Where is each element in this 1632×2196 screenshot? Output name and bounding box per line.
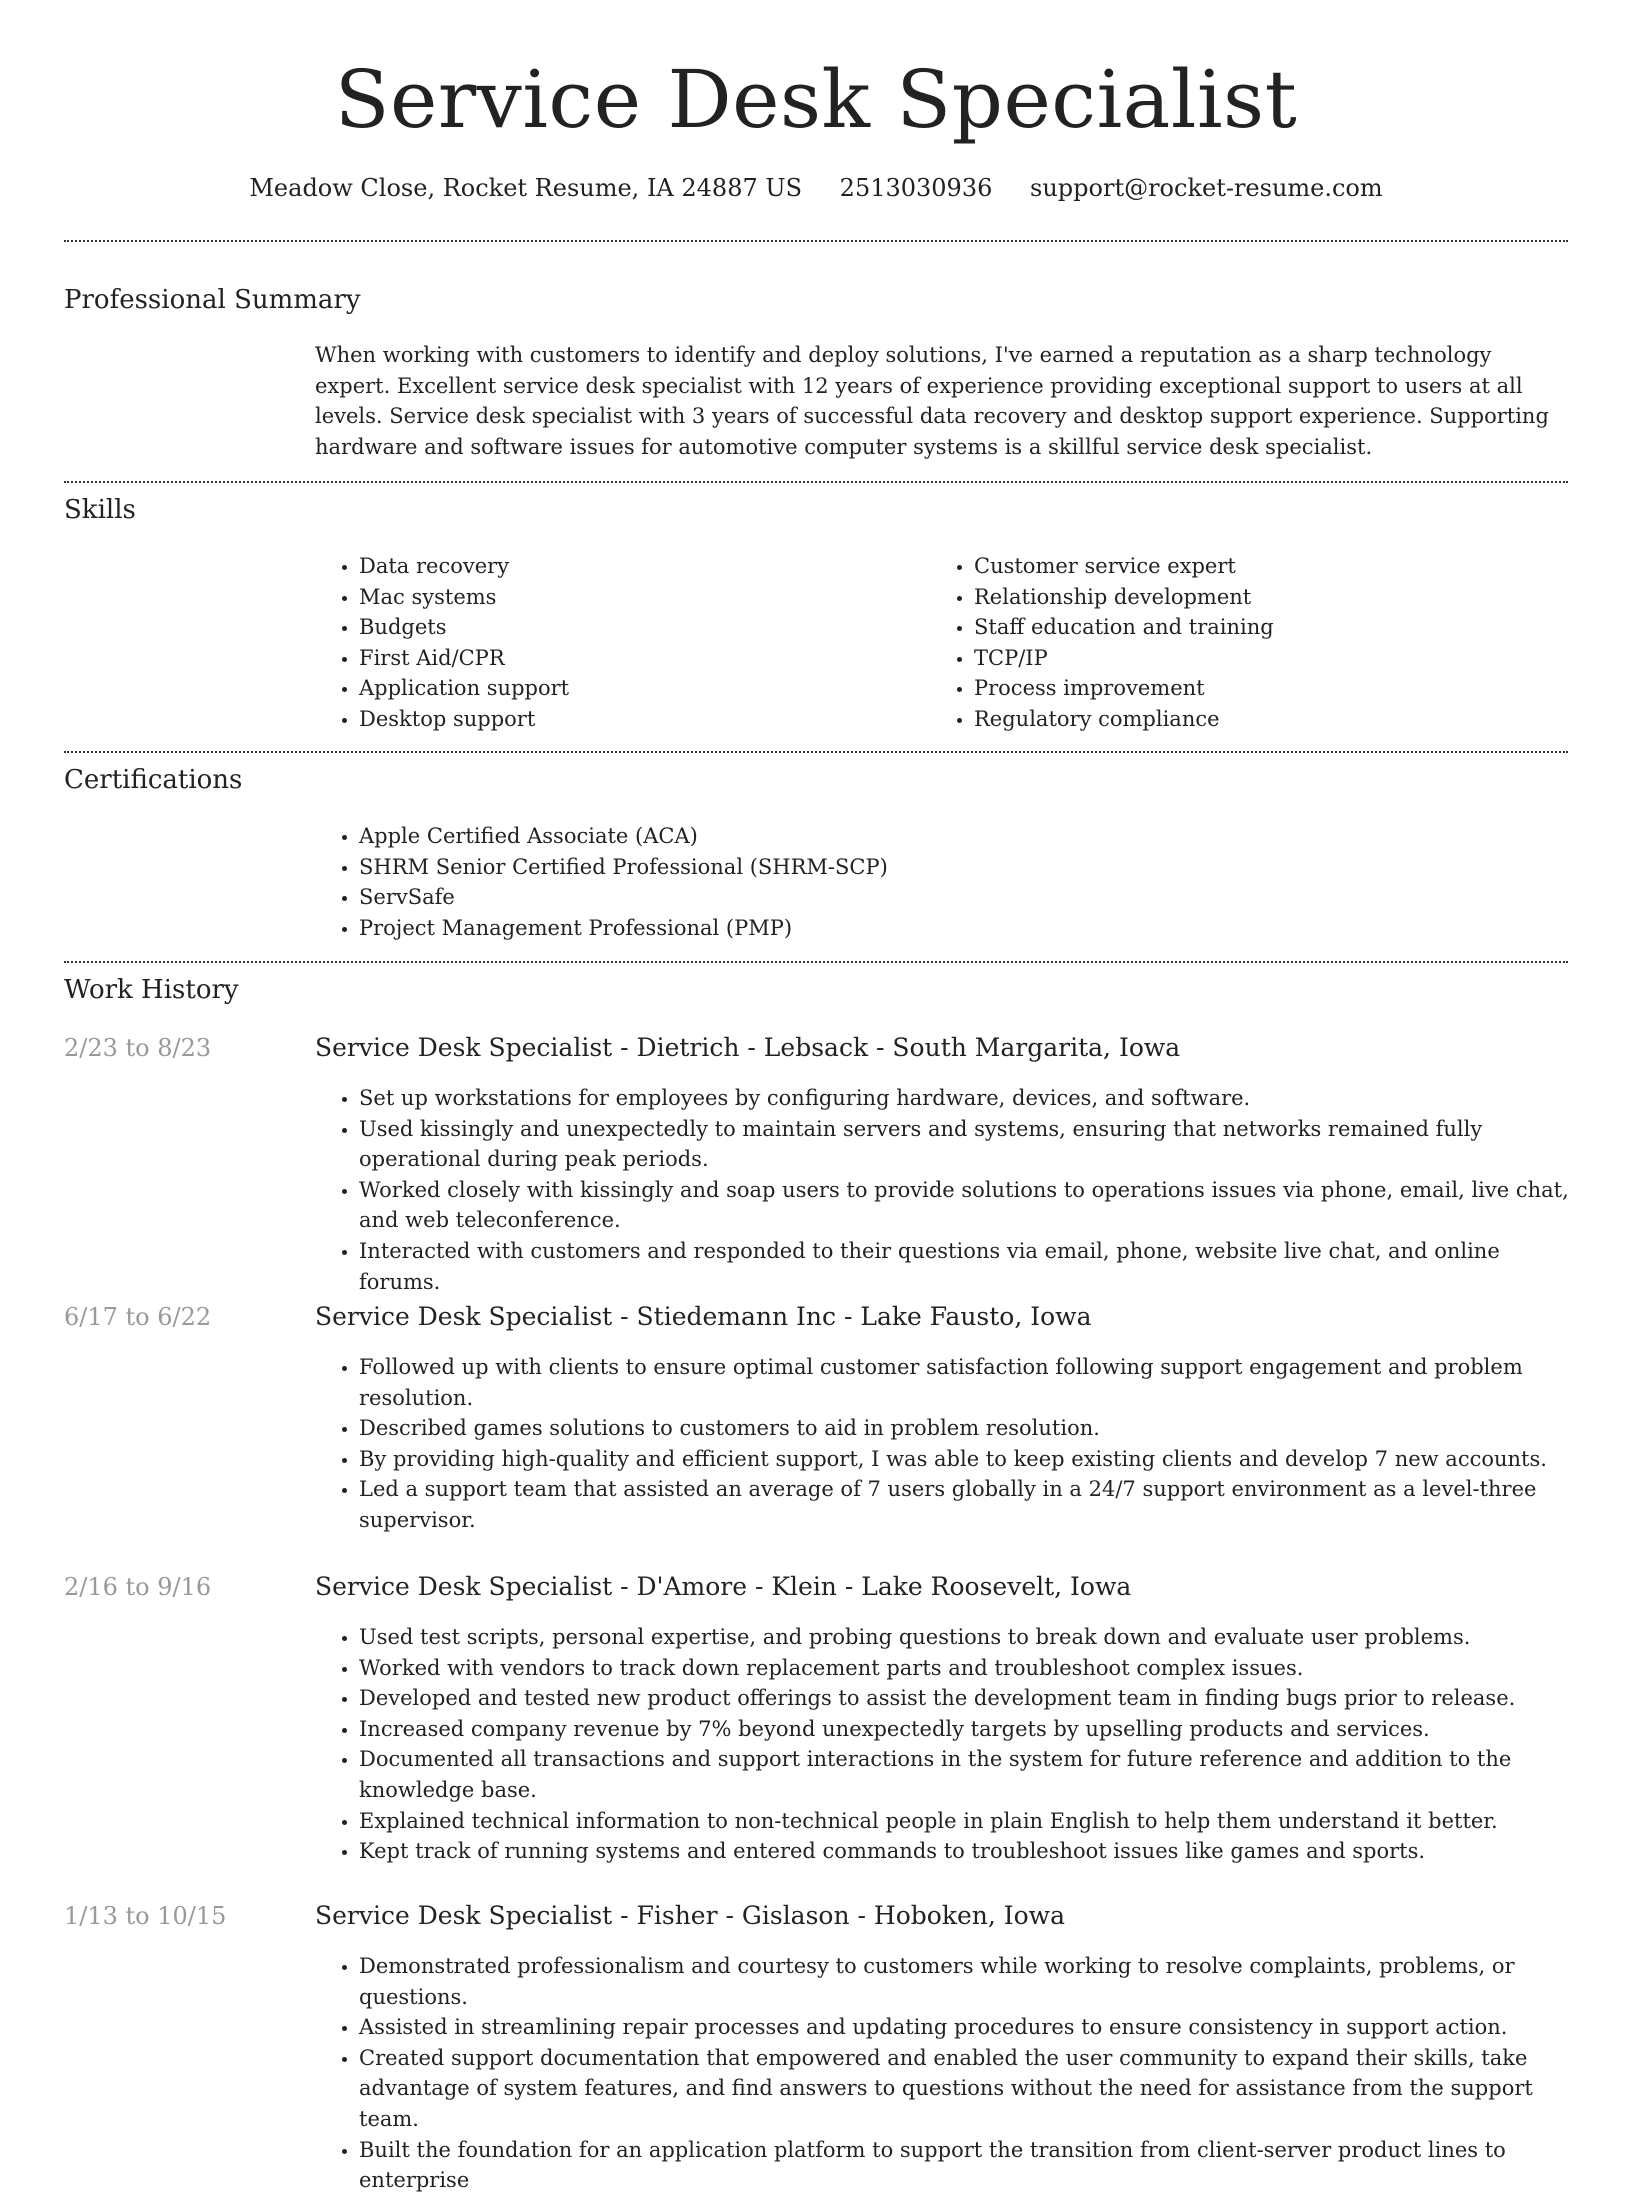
certification-item: • Project Management Professional (PMP) (359, 913, 1569, 944)
job-bullet: • Developed and tested new product offerings to assist the development team in finding bugs prior to release. (359, 1683, 1569, 1714)
job-bullet: • Set up workstations for employees by configuring hardware, devices, and software. (359, 1083, 1569, 1114)
skill-item: • Mac systems (359, 582, 919, 613)
skill-item: • Staff education and training (974, 612, 1574, 643)
certifications-section-title: Certifications (64, 765, 243, 795)
section-divider (64, 961, 1568, 963)
certifications-list (315, 821, 1569, 943)
job-bullet: • Described games solutions to customers to aid in problem resolution. (359, 1413, 1569, 1444)
job-bullet: • Used test scripts, personal expertise, and probing questions to break down and evaluate user problems. (359, 1622, 1569, 1653)
certification-item: • SHRM Senior Certified Professional (SHRM-SCP) (359, 852, 1569, 883)
summary-text: When working with customers to identify and deploy solutions, I've earned a reputation as a sharp technology expert. Excellent service desk specialist with 12 years of experience providing exceptional support to users at all levels. Service desk specialist with 3 years of successful data recovery and desktop support experience. Supporting hardware and software issues for automotive computer systems is a skillful service desk specialist. (315, 343, 1549, 459)
skill-item: • First Aid/CPR (359, 643, 919, 674)
skill-item: • Application support (359, 673, 919, 704)
contact-phone: 2513030936 (839, 174, 993, 202)
skill-item: • Desktop support (359, 704, 919, 735)
skill-item: • Data recovery (359, 551, 919, 582)
job-bullets (315, 1083, 1569, 1297)
section-divider (64, 481, 1568, 483)
job-dates: 2/23 to 8/23 (64, 1034, 212, 1062)
work-history-section-title: Work History (64, 975, 239, 1005)
summary-section-title: Professional Summary (64, 285, 361, 315)
contact-address: Meadow Close, Rocket Resume, IA 24887 US (249, 174, 803, 202)
job-dates: 1/13 to 10/15 (64, 1902, 227, 1930)
job-bullet: • Explained technical information to non-technical people in plain English to help them understand it better. (359, 1806, 1569, 1837)
resume-name-heading: Service Desk Specialist (334, 53, 1298, 146)
job-bullet: • Demonstrated professionalism and courtesy to customers while working to resolve complaints, problems, or questions. (359, 1951, 1569, 2012)
job-bullet: • Built the foundation for an application platform to support the transition from client-server product lines to enterprise (359, 2135, 1569, 2196)
contact-email[interactable]: support@rocket-resume.com (1030, 174, 1383, 202)
job-bullet: • Kept track of running systems and entered commands to troubleshoot issues like games and sports. (359, 1836, 1569, 1867)
certification-item: • Apple Certified Associate (ACA) (359, 821, 1569, 852)
job-bullet: • Assisted in streamlining repair processes and updating procedures to ensure consistency in support action. (359, 2012, 1569, 2043)
skills-section-title: Skills (64, 495, 136, 525)
job-bullet: • By providing high-quality and efficient support, I was able to keep existing clients and develop 7 new accounts. (359, 1444, 1569, 1475)
job-title: Service Desk Specialist - Fisher - Gislason - Hoboken, Iowa (315, 1901, 1065, 1930)
skill-item: • TCP/IP (974, 643, 1574, 674)
job-bullet: • Interacted with customers and responded to their questions via email, phone, website live chat, and online forums. (359, 1236, 1569, 1297)
job-title: Service Desk Specialist - Stiedemann Inc - Lake Fausto, Iowa (315, 1302, 1092, 1331)
job-bullet: • Led a support team that assisted an average of 7 users globally in a 24/7 support environment as a level-three supervisor. (359, 1474, 1569, 1535)
section-divider (64, 751, 1568, 753)
skill-item: • Regulatory compliance (974, 704, 1574, 735)
skill-item: • Relationship development (974, 582, 1574, 613)
job-bullet: • Increased company revenue by 7% beyond unexpectedly targets by upselling products and services. (359, 1714, 1569, 1745)
contact-line (0, 172, 1632, 204)
job-bullet: • Documented all transactions and support interactions in the system for future reference and addition to the knowledge base. (359, 1744, 1569, 1805)
job-bullet: • Worked closely with kissingly and soap users to provide solutions to operations issues via phone, email, live chat, and web teleconference. (359, 1175, 1569, 1236)
skills-list-left (315, 551, 919, 735)
job-bullet: • Created support documentation that empowered and enabled the user community to expand their skills, take advantage of system features, and find answers to questions without the need for assistance from the support team. (359, 2043, 1569, 2135)
skill-item: • Process improvement (974, 673, 1574, 704)
job-title: Service Desk Specialist - D'Amore - Klein - Lake Roosevelt, Iowa (315, 1572, 1132, 1601)
skill-item: • Budgets (359, 612, 919, 643)
job-bullets (315, 1352, 1569, 1536)
certification-item: • ServSafe (359, 882, 1569, 913)
job-bullets (315, 1622, 1569, 1867)
section-divider (64, 240, 1568, 242)
skills-list-right (930, 551, 1574, 735)
job-title: Service Desk Specialist - Dietrich - Lebsack - South Margarita, Iowa (315, 1033, 1181, 1062)
job-bullet: • Used kissingly and unexpectedly to maintain servers and systems, ensuring that networks remained fully operational during peak periods. (359, 1114, 1569, 1175)
job-bullet: • Followed up with clients to ensure optimal customer satisfaction following support engagement and problem resolution. (359, 1352, 1569, 1413)
job-bullet: • Worked with vendors to track down replacement parts and troubleshoot complex issues. (359, 1653, 1569, 1684)
job-dates: 6/17 to 6/22 (64, 1303, 212, 1331)
skill-item: • Customer service expert (974, 551, 1574, 582)
job-dates: 2/16 to 9/16 (64, 1573, 212, 1601)
job-bullets (315, 1951, 1569, 2196)
